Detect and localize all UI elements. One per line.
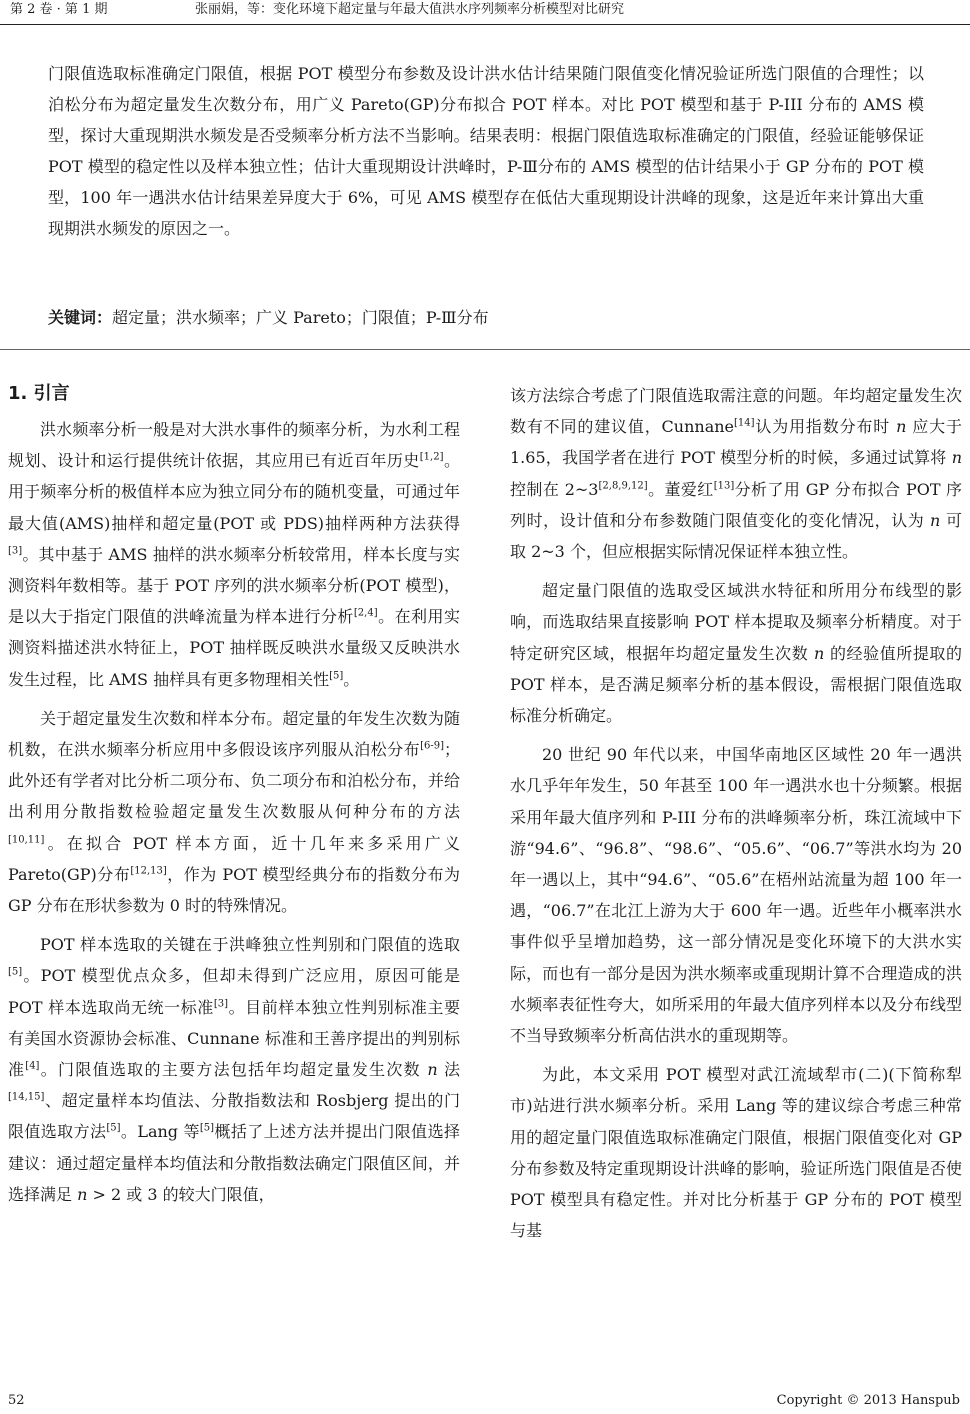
citation[interactable]: [6-9] — [420, 740, 444, 752]
header-divider — [0, 24, 970, 25]
paragraph: 为此，本文采用 POT 模型对武江流域犁市(二)(下简称犁市)站进行洪水频率分析。采用 Lang 等的建议综合考虑三种常用的超定量门限值选取标准确定门限值，根据门限值变化对 GP 分布参数及特定重现期设计洪峰的影响，验证所选门限值是否使 POT 模型具有稳定性。并对比分析基于 GP 分布的 POT 模型与基 — [510, 1065, 962, 1241]
citation[interactable]: [10,11] — [8, 834, 45, 846]
citation[interactable]: [5] — [106, 1123, 121, 1135]
citation[interactable]: [14,15] — [8, 1091, 45, 1103]
paragraph: POT 样本选取的关键在于洪峰独立性判别和门限值的选取[5]。POT 模型优点众多，但却未得到广泛应用，原因可能是 POT 样本选取尚无统一标准[3]。目前样本独立性判别标准主要有美国水资源协会标准、Cunnane 标准和王善序提出的判别标准[4]。门限值选取的主要方法包括年均超定量发生次数 n 法[14,15]、超定量样本均值法、分散指数法和 Rosbjerg 提出的门限值选取方法[5]。Lang 等[5]概括了上述方法并提出门限值选择建议：通过超定量样本均值法和分散指数法确定门限值区间，并选择满足 n > 2 或 3 的较大门限值， — [8, 935, 460, 1204]
abstract — [48, 58, 924, 244]
right-column — [510, 380, 962, 1254]
citation[interactable]: [3] — [8, 545, 23, 557]
citation[interactable]: [12,13] — [130, 865, 167, 877]
paragraph: 关于超定量发生次数和样本分布。超定量的年发生次数为随机数，在洪水频率分析应用中多假设该序列服从泊松分布[6-9]；此外还有学者对比分析二项分布、负二项分布和泊松分布，并给出利用分散指数检验超定量发生次数服从何种分布的方法[10,11]。在拟合 POT 样本方面，近十几年来多采用广义 Pareto(GP)分布[12,13]，作为 POT 模型经典分布的指数分布为 GP 分布在形状参数为 0 时的特殊情况。 — [8, 708, 460, 916]
keywords-label: 关键词： — [48, 308, 113, 327]
citation[interactable]: [14] — [734, 417, 755, 429]
citation[interactable]: [5] — [8, 967, 23, 979]
paragraph: 超定量门限值的选取受区域洪水特征和所用分布线型的影响，而选取结果直接影响 POT 样本提取及频率分析精度。对于特定研究区域，根据年均超定量发生次数 n 的经验值所提取的 POT 样本，是否满足频率分析的基本假设，需根据门限值选取标准分析确定。 — [510, 581, 962, 726]
keywords — [48, 302, 924, 333]
paragraph: 20 世纪 90 年代以来，中国华南地区区域性 20 年一遇洪水几乎年年发生，50 年甚至 100 年一遇洪水也十分频繁。根据采用年最大值序列和 P-III 分布的洪峰频率分析，珠江流域中下游“94.6”、“96.8”、“98.6”、“05.6”、“06.7”等洪水均为 20 年一遇以上，其中“94.6”、“05.6”在梧州站流量为超 100 年一遇，“06.7”在北江上游为大于 600 年一遇。近些年小概率洪水事件似乎呈增加趋势，这一部分情况是变化环境下的大洪水实际，而也有一部分是因为洪水频率或重现期计算不合理造成的洪水频率表征性夸大，如所采用的年最大值序列样本以及分布线型不当导致频率分析高估洪水的重现期等。 — [510, 745, 962, 1046]
citation[interactable]: [2,8,9,12] — [598, 480, 648, 492]
citation[interactable]: [2,4] — [353, 607, 378, 619]
citation[interactable]: [1,2] — [419, 451, 444, 463]
paragraph: 洪水频率分析一般是对大洪水事件的频率分析，为水利工程规划、设计和运行提供统计依据，其应用已有近百年历史[1,2]。用于频率分析的极值样本应为独立同分布的随机变量，可通过年最大值(AMS)抽样和超定量(POT 或 PDS)抽样两种方法获得[3]。其中基于 AMS 抽样的洪水频率分析较常用，样本长度与实测资料年数相等。基于 POT 序列的洪水频率分析(POT 模型)，是以大于指定门限值的洪峰流量为样本进行分析[2,4]。在利用实测资料描述洪水特征上，POT 抽样既反映洪水量级又反映洪水发生过程，比 AMS 抽样具有更多物理相关性[5]。 — [8, 420, 460, 689]
citation[interactable]: [5] — [199, 1123, 215, 1135]
page-number: 52 — [8, 1393, 25, 1408]
abstract-text: 门限值选取标准确定门限值，根据 POT 模型分布参数及设计洪水估计结果随门限值变化情况验证所选门限值的合理性；以泊松分布为超定量发生次数分布，用广义 Pareto(GP)分布拟合 POT 样本。对比 POT 模型和基于 P-III 分布的 AMS 模型，探讨大重现期洪水频发是否受频率分析方法不当影响。结果表明：根据门限值选取标准确定的门限值，经验证能够保证 POT 模型的稳定性以及样本独立性；估计大重现期设计洪峰时，P-Ⅲ分布的 AMS 模型的估计结果小于 GP 分布的 POT 模型，100 年一遇洪水估计结果差异度大于 6%，可见 AMS 模型存在低估大重现期设计洪峰的现象，这是近年来计算出大重现期洪水频发的原因之一。 — [48, 64, 924, 238]
copyright-notice: Copyright © 2013 Hanspub — [776, 1393, 960, 1408]
running-title: 张丽娟，等：变化环境下超定量与年最大值洪水序列频率分析模型对比研究 — [195, 2, 625, 17]
keywords-text: 超定量；洪水频率；广义 Pareto；门限值；P-Ⅲ分布 — [112, 308, 489, 327]
left-column — [8, 378, 460, 1218]
running-header — [10, 0, 960, 20]
citation[interactable]: [4] — [25, 1060, 40, 1072]
section-divider — [0, 349, 970, 350]
citation[interactable]: [5] — [329, 670, 344, 682]
citation[interactable]: [13] — [713, 480, 735, 492]
citation[interactable]: [3] — [213, 998, 229, 1010]
paragraph: 该方法综合考虑了门限值选取需注意的问题。年均超定量发生次数有不同的建议值，Cunnane[14]认为用指数分布时 n 应大于 1.65，我国学者在进行 POT 模型分析的时候，多通过试算将 n 控制在 2~3[2,8,9,12]。董爱红[13]分析了用 GP 分布拟合 POT 序列时，设计值和分布参数随门限值变化的变化情况，认为 n 可取 2~3 个，但应根据实际情况保证样本独立性。 — [510, 386, 962, 562]
section-heading: 1. 引言 — [8, 383, 70, 404]
journal-volume-issue: 第 2 卷 · 第 1 期 — [10, 2, 108, 17]
